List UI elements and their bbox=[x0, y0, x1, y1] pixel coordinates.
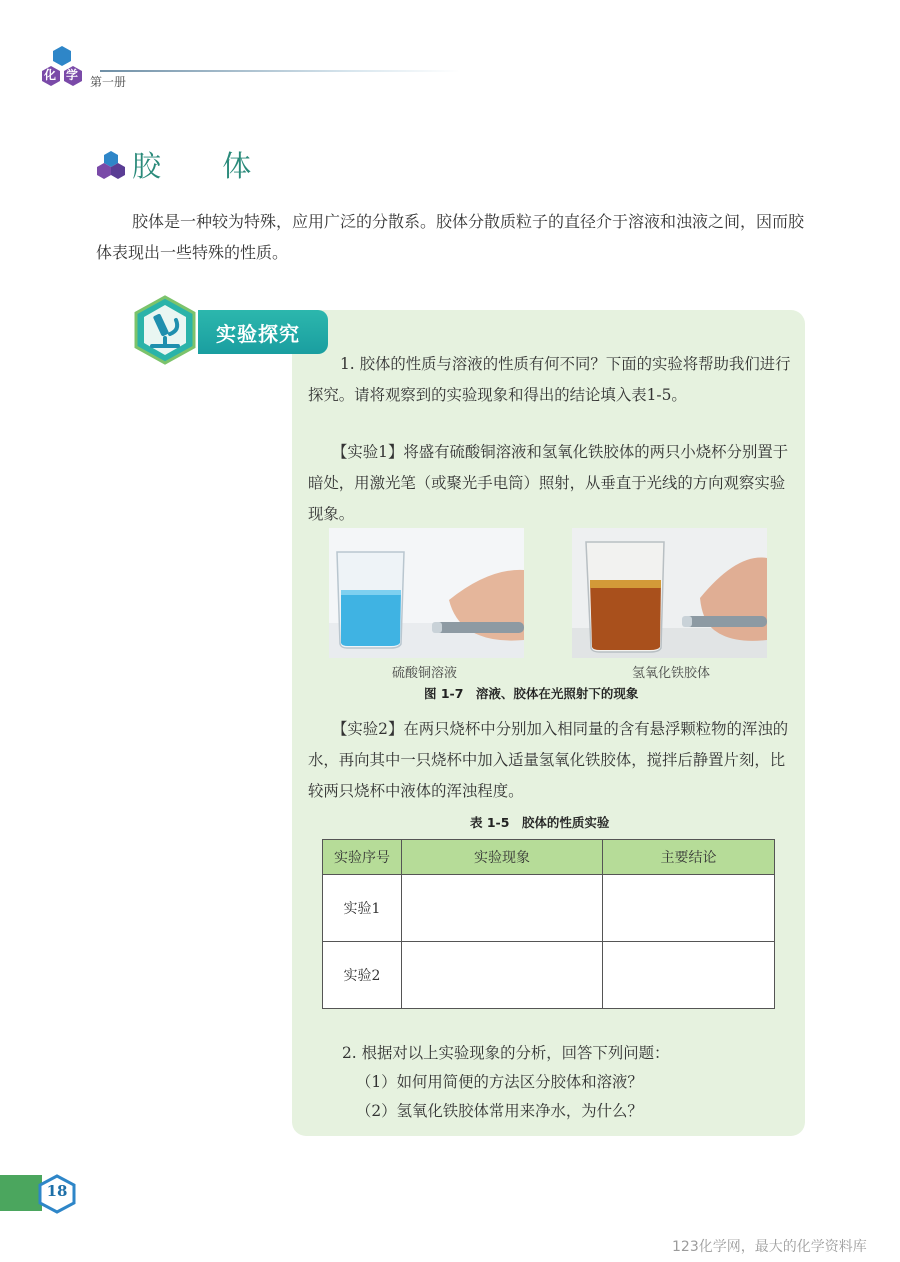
section-cube-icon bbox=[96, 150, 126, 180]
table-cell bbox=[603, 875, 775, 942]
experiment-badge-label: 实验探究 bbox=[216, 322, 300, 346]
experiment-table bbox=[322, 839, 775, 1009]
table-header: 实验现象 bbox=[402, 840, 603, 875]
section-intro: 胶体是一种较为特殊，应用广泛的分散系。胶体分散质粒子的直径介于溶液和浊液之间，因而胶体表现出一些特殊的性质。 bbox=[96, 212, 805, 262]
microscope-icon bbox=[130, 294, 200, 366]
question-2: 2. 根据对以上实验现象的分析，回答下列问题： bbox=[342, 1044, 670, 1062]
table-row bbox=[323, 875, 775, 942]
photo-left-caption: 硫酸铜溶液 bbox=[392, 666, 458, 681]
table-row bbox=[323, 942, 775, 1009]
table-header-row bbox=[323, 840, 775, 875]
table-cell: 实验1 bbox=[323, 875, 402, 942]
photo-iron-hydroxide-colloid bbox=[572, 528, 767, 658]
figure-caption: 图 1-7 溶液、胶体在光照射下的现象 bbox=[424, 686, 639, 701]
experiment-1-text: 【实验1】将盛有硫酸铜溶液和氢氧化铁胶体的两只小烧杯分别置于暗处，用激光笔（或聚光手电筒）照射，从垂直于光线的方向观察实验现象。 bbox=[308, 443, 789, 523]
logo-char-xue: 学 bbox=[66, 68, 79, 82]
question-1: 1. 胶体的性质与溶液的性质有何不同？下面的实验将帮助我们进行探究。请将观察到的实验现象和得出的结论填入表1-5。 bbox=[308, 355, 791, 404]
section-title: 胶 体 bbox=[132, 149, 278, 183]
question-2-part-1: （1）如何用简便的方法区分胶体和溶液？ bbox=[356, 1073, 643, 1091]
photo-right-caption: 氢氧化铁胶体 bbox=[632, 666, 711, 681]
question-2-part-2: （2）氢氧化铁胶体常用来净水，为什么？ bbox=[356, 1102, 643, 1120]
logo-char-hua: 化 bbox=[44, 68, 57, 82]
volume-label: 第一册 bbox=[90, 75, 127, 89]
table-cell bbox=[402, 875, 603, 942]
table-header: 实验序号 bbox=[323, 840, 402, 875]
table-header: 主要结论 bbox=[603, 840, 775, 875]
table-cell bbox=[603, 942, 775, 1009]
page-number: 18 bbox=[46, 1182, 68, 1200]
watermark: 123化学网，最大的化学资料库 bbox=[672, 1239, 867, 1255]
table-caption: 表 1-5 胶体的性质实验 bbox=[470, 815, 610, 830]
table-cell: 实验2 bbox=[323, 942, 402, 1009]
table-cell bbox=[402, 942, 603, 1009]
photo-copper-sulfate bbox=[329, 528, 524, 658]
experiment-2-text: 【实验2】在两只烧杯中分别加入相同量的含有悬浮颗粒物的浑浊的水，再向其中一只烧杯中加入适量氢氧化铁胶体，搅拌后静置片刻，比较两只烧杯中液体的浑浊程度。 bbox=[308, 720, 789, 800]
header-rule bbox=[100, 70, 460, 72]
